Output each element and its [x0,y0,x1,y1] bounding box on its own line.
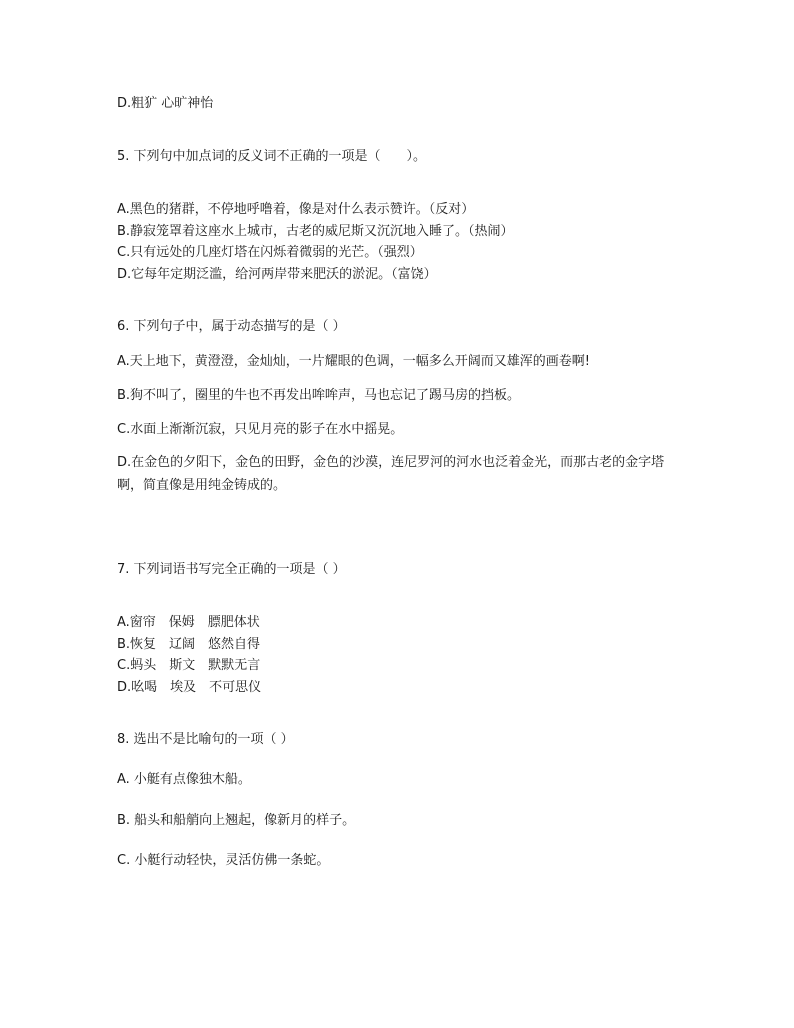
q5-option-d: D.它每年定期泛滥，给河两岸带来肥沃的淤泥。（富饶） [117,267,437,282]
q8-option-c: C. 小艇行动轻快，灵活仿佛一条蛇。 [117,853,330,868]
q6-option-a: A.天上地下，黄澄澄，金灿灿，一片耀眼的色调，一幅多么开阔而又雄浑的画卷啊! [117,354,591,369]
q5-option-b: B.静寂笼罩着这座水上城市，古老的威尼斯又沉沉地入睡了。（热闹） [117,224,514,239]
q5-question: 5. 下列句中加点词的反义词不正确的一项是（ ）。 [117,149,427,164]
q5-option-a: A.黑色的猪群，不停地呼噜着，像是对什么表示赞许。（反对） [117,202,475,217]
q5-option-c: C.只有远处的几座灯塔在闪烁着微弱的光芒。（强烈） [117,245,423,260]
q7-option-a: A.窗帘 保姆 膘肥体状 [117,615,260,630]
q7-option-c: C.蚂头 斯文 默默无言 [117,658,261,673]
q8-option-a: A. 小艇有点像独木船。 [117,772,251,787]
q6-option-c: C.水面上渐渐沉寂，只见月亮的影子在水中摇晃。 [117,422,404,437]
q4-option-d: D.粗犷 心旷神怡 [117,96,214,111]
q7-question: 7. 下列词语书写完全正确的一项是（ ） [117,562,346,577]
q7-option-b: B.恢复 辽阔 悠然自得 [117,637,261,652]
q6-option-d: D.在金色的夕阳下，金色的田野，金色的沙漠，连尼罗河的河水也泛着金光，而那古老的金字塔啊，简直像是用纯金铸成的。 [117,455,665,493]
q7-option-d: D.吆喝 埃及 不可思仪 [117,680,262,695]
q6-question: 6. 下列句子中，属于动态描写的是（ ） [117,319,346,334]
q6-option-b: B.狗不叫了，圈里的牛也不再发出哞哞声，马也忘记了踢马房的挡板。 [117,388,521,403]
q8-question: 8. 选出不是比喻句的一项（ ） [117,732,294,747]
q8-option-b: B. 船头和船艄向上翘起，像新月的样子。 [117,813,356,828]
